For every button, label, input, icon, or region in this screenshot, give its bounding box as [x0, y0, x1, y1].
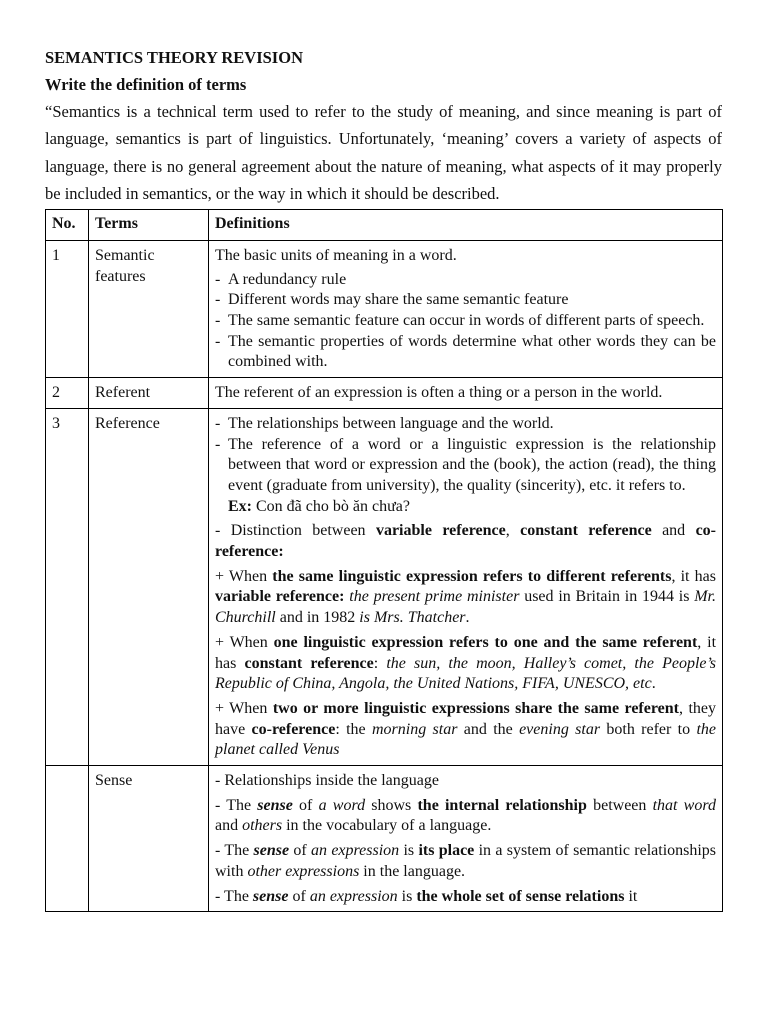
italic-run: the present prime minister	[349, 588, 520, 606]
text-run: - The	[215, 887, 253, 905]
italic-run: Mr. Churchill	[215, 588, 716, 627]
text-run: in a system of semantic relationships with	[215, 842, 717, 880]
definition-lead: The basic units of meaning in a word.	[215, 246, 457, 264]
table-row	[46, 240, 723, 377]
list-item: - The semantic properties of words determine what other words they can be combined with.	[215, 332, 716, 373]
italic-run: that word	[652, 796, 716, 814]
text-run: between	[586, 796, 653, 814]
text-run: of	[289, 842, 312, 860]
bold-italic-run: sense	[252, 887, 289, 905]
bold-run: the same linguistic expression refers to different referents	[272, 567, 672, 585]
italic-run: evening star	[519, 720, 601, 738]
text-run: , it has	[671, 567, 717, 585]
intro-paragraph: “Semantics is a technical term used to refer to the study of meaning, and since meaning is part of language, semantics is part of linguistics. Unfortunately, ‘meaning’ covers a variety of aspects of language, there is no general agreement about the nature of meaning, what aspects of it may properly be included in semantics, or the way in which it should be described.	[45, 102, 722, 203]
bold-run: constant reference	[520, 522, 652, 540]
text-run: is	[399, 842, 419, 860]
term-cell: Reference	[89, 408, 209, 765]
text-run: of	[288, 887, 310, 905]
text-run: - The	[215, 796, 258, 814]
text-run: and the	[457, 720, 520, 738]
bold-run: variable reference:	[215, 588, 345, 606]
table-row	[46, 766, 723, 912]
text-run: ,	[505, 522, 521, 540]
bold-run: one linguistic expression refers to one and the same referent	[273, 633, 698, 651]
definition-cell	[209, 766, 723, 912]
italic-run: the planet called Venus	[215, 720, 716, 759]
list-item: - A redundancy rule	[215, 270, 716, 291]
sense-paragraph	[215, 841, 716, 882]
bold-run: its place	[418, 842, 475, 860]
bold-run: the internal relationship	[417, 796, 587, 814]
row-number: 3	[46, 408, 89, 765]
list-item: - The reference of a word or a linguistic expression is the relationship between that word or expression and the (book), the action (read), the thing event (graduate from university), the quality (sincerity), etc. it refers to.	[215, 435, 716, 497]
text-run: + When	[215, 699, 273, 717]
italic-run: the sun, the moon, Halley’s comet, the People’s Republic of China, Angola, the United Nations, FIFA, UNESCO, etc	[215, 654, 716, 693]
text-run: and	[651, 522, 696, 540]
sense-paragraph: - Relationships inside the language	[215, 772, 439, 790]
example-text: Con đã cho bò ăn chưa?	[252, 497, 410, 515]
definition-list	[215, 414, 716, 497]
text-run: both refer to	[600, 720, 697, 738]
table-row	[46, 408, 723, 765]
text-run: shows	[365, 796, 418, 814]
list-item: - The relationships between language and the world.	[215, 414, 716, 435]
text-run: - The	[215, 842, 254, 860]
list-item: - Different words may share the same semantic feature	[215, 290, 716, 311]
co-reference-paragraph	[215, 699, 716, 761]
list-item: - The same semantic feature can occur in words of different parts of speech.	[215, 311, 716, 332]
bold-run: constant reference	[244, 654, 374, 672]
row-number: 2	[46, 378, 89, 409]
document-subtitle: Write the definition of terms	[45, 75, 247, 94]
text-run: - Distinction between	[215, 522, 376, 540]
header-definitions: Definitions	[209, 210, 723, 241]
text-run: , it has	[215, 633, 717, 672]
text-run: it	[624, 887, 638, 905]
text-run: + When	[215, 567, 273, 585]
definitions-table	[45, 209, 723, 912]
bold-run: two or more linguistic expressions share the same referent	[272, 699, 680, 717]
text-run: and in 1982	[275, 609, 360, 627]
italic-run: a word	[318, 796, 366, 814]
text-run: : the	[335, 720, 372, 738]
text-run: in the language.	[359, 862, 466, 880]
bold-run: co-reference	[251, 720, 336, 738]
bold-italic-run: sense	[257, 796, 293, 814]
text-run: of	[292, 796, 319, 814]
definition-list	[215, 270, 716, 374]
term-cell: Sense	[89, 766, 209, 912]
bold-italic-run: sense	[253, 842, 290, 860]
definition-cell	[209, 408, 723, 765]
definition-cell: The referent of an expression is often a thing or a person in the world.	[209, 378, 723, 409]
row-number	[46, 766, 89, 912]
term-cell: Semantic features	[89, 240, 209, 377]
distinction-paragraph	[215, 521, 716, 562]
header-no: No.	[46, 210, 89, 241]
text-run: .	[651, 675, 656, 693]
document-page	[45, 45, 722, 912]
sense-paragraph	[215, 887, 716, 908]
text-run: is	[397, 887, 417, 905]
example-label: Ex:	[228, 497, 252, 515]
variable-reference-paragraph	[215, 567, 716, 629]
italic-run: other expressions	[247, 862, 360, 880]
constant-reference-paragraph	[215, 633, 716, 695]
italic-run: an expression	[309, 887, 398, 905]
text-run: in the vocabulary of a language.	[282, 817, 492, 835]
definition-cell	[209, 240, 723, 377]
italic-run: an expression	[311, 842, 400, 860]
document-title: SEMANTICS THEORY REVISION	[45, 48, 303, 67]
italic-run: morning star	[371, 720, 458, 738]
text-run: .	[465, 609, 470, 627]
text-run: , they have	[215, 699, 717, 738]
table-row	[46, 378, 723, 409]
italic-run: is Mrs. Thatcher	[359, 609, 466, 627]
sense-paragraph	[215, 796, 716, 837]
text-run: + When	[215, 633, 274, 651]
bold-run: the whole set of sense relations	[416, 887, 625, 905]
table-header-row	[46, 210, 723, 241]
bold-run: variable reference	[375, 522, 506, 540]
bold-run: co-reference:	[215, 522, 717, 561]
header-terms: Terms	[89, 210, 209, 241]
italic-run: others	[242, 817, 283, 835]
row-number: 1	[46, 240, 89, 377]
text-run: and	[215, 817, 243, 835]
text-run: :	[373, 654, 387, 672]
text-run: used in Britain in 1944 is	[519, 588, 695, 606]
term-cell: Referent	[89, 378, 209, 409]
example-line	[215, 497, 716, 518]
